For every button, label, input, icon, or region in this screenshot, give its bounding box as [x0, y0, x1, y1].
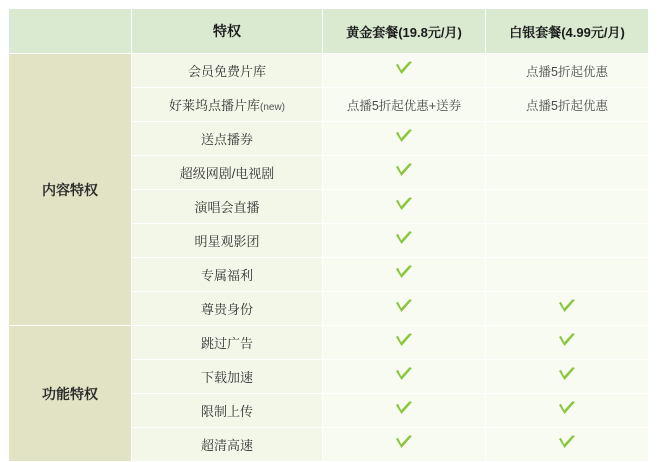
gold-value-cell: [323, 88, 486, 122]
silver-value-cell: [486, 394, 649, 428]
feature-label: 演唱会直播: [194, 200, 260, 215]
table-body: [9, 9, 649, 462]
check-icon: [394, 231, 414, 247]
silver-value-cell: [486, 54, 649, 88]
silver-value-cell: [486, 258, 649, 292]
feature-label: 尊贵身份: [200, 302, 253, 317]
check-icon: [394, 435, 414, 451]
vip-benefits-table: [8, 8, 649, 462]
gold-value-cell: [323, 190, 486, 224]
silver-value-cell: [486, 292, 649, 326]
empty-value: [486, 166, 648, 180]
feature-name: [132, 326, 323, 360]
feature-new-tag: (new): [260, 102, 286, 113]
feature-label: 跳过广告: [200, 336, 253, 351]
feature-label: 好莱坞点播片库: [168, 98, 260, 113]
silver-value-cell: [486, 428, 649, 462]
check-icon: [557, 367, 577, 383]
feature-name: [132, 156, 323, 190]
gold-value-cell: [323, 326, 486, 360]
feature-name: [132, 190, 323, 224]
group-label-1: 内容特权: [9, 54, 132, 326]
gold-value-cell: [323, 156, 486, 190]
group-label-2: 功能特权: [9, 326, 132, 462]
check-icon: [557, 299, 577, 315]
table-header-row: [9, 9, 649, 54]
gold-value-cell: [323, 258, 486, 292]
silver-value-cell: [486, 122, 649, 156]
check-icon: [557, 401, 577, 417]
feature-name: [132, 122, 323, 156]
gold-value-cell: [323, 394, 486, 428]
silver-value-cell: [486, 360, 649, 394]
silver-value-cell: [486, 326, 649, 360]
check-icon: [394, 197, 414, 213]
empty-value: [486, 132, 648, 146]
feature-name: [132, 88, 323, 122]
silver-value-text: 点播5折起优惠: [526, 98, 608, 113]
feature-label: 超清高速: [200, 438, 253, 453]
gold-value-cell: [323, 360, 486, 394]
feature-label: 明星观影团: [194, 234, 260, 249]
check-icon: [394, 265, 414, 281]
feature-name: [132, 224, 323, 258]
silver-value-cell: [486, 88, 649, 122]
check-icon: [394, 367, 414, 383]
silver-value-cell: [486, 224, 649, 258]
gold-value-cell: [323, 54, 486, 88]
gold-value-cell: [323, 122, 486, 156]
table-row: [9, 326, 649, 360]
gold-value-cell: [323, 292, 486, 326]
feature-name: [132, 428, 323, 462]
feature-label: 下载加速: [200, 370, 253, 385]
feature-label: 会员免费片库: [187, 64, 266, 79]
feature-label: 限制上传: [200, 404, 253, 419]
feature-name: [132, 292, 323, 326]
feature-name: [132, 360, 323, 394]
feature-label: 专属福利: [200, 268, 253, 283]
feature-name: [132, 54, 323, 88]
check-icon: [394, 333, 414, 349]
header-gold-col: 黄金套餐(19.8元/月): [323, 9, 486, 54]
check-icon: [394, 299, 414, 315]
gold-value-cell: [323, 224, 486, 258]
check-icon: [394, 61, 414, 77]
table-row: [9, 54, 649, 88]
check-icon: [394, 163, 414, 179]
feature-name: [132, 394, 323, 428]
empty-value: [486, 200, 648, 214]
check-icon: [557, 333, 577, 349]
feature-name: [132, 258, 323, 292]
header-silver-col: 白银套餐(4.99元/月): [486, 9, 649, 54]
silver-value-cell: [486, 190, 649, 224]
silver-value-cell: [486, 156, 649, 190]
gold-value-cell: [323, 428, 486, 462]
empty-value: [486, 234, 648, 248]
silver-value-text: 点播5折起优惠: [526, 64, 608, 79]
feature-label: 送点播券: [200, 132, 253, 147]
check-icon: [557, 435, 577, 451]
check-icon: [394, 129, 414, 145]
gold-value-text: 点播5折起优惠+送券: [346, 98, 462, 113]
feature-label: 超级网剧/电视剧: [179, 166, 275, 181]
header-blank-cell: [9, 9, 132, 54]
header-feature-col: 特权: [132, 9, 323, 54]
empty-value: [486, 268, 648, 282]
check-icon: [394, 401, 414, 417]
